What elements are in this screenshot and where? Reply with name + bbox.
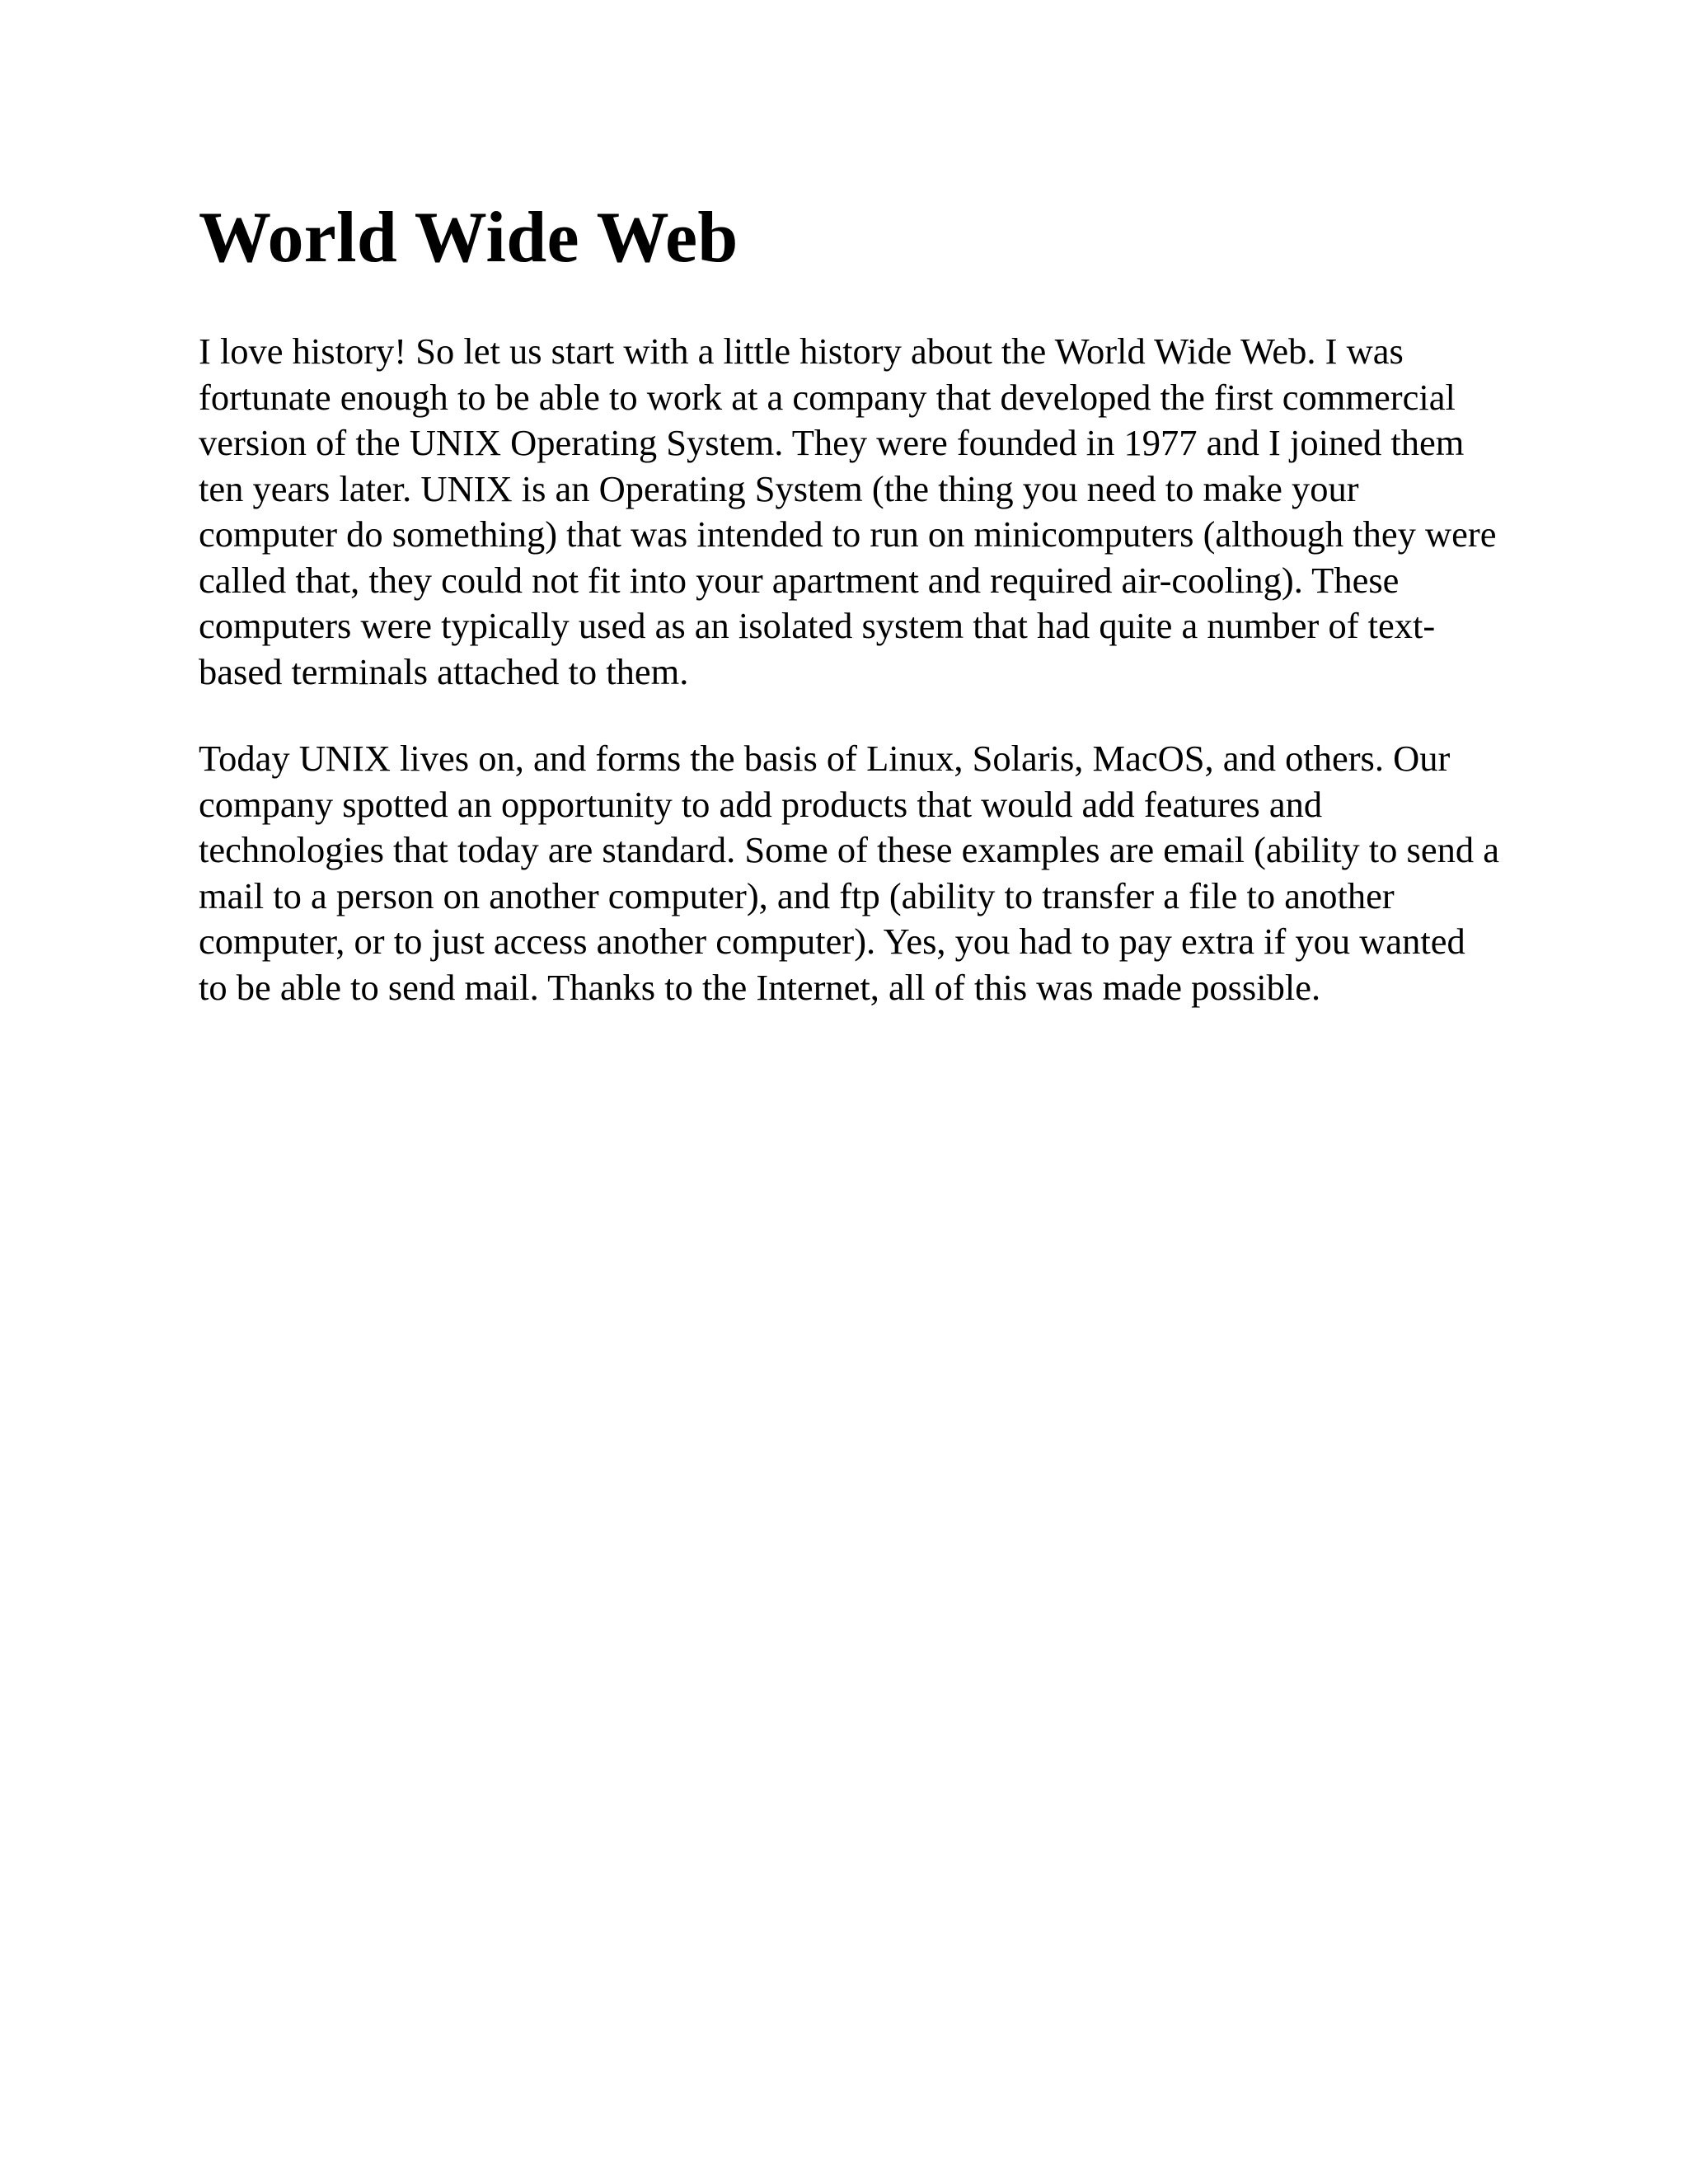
document-title: World Wide Web xyxy=(199,198,738,278)
paragraph-unix-today: Today UNIX lives on, and forms the basis of Linux, Solaris, MacOS, and others. Our company spotted an opportunity to add products that would add features and technologies that today are standard. Some of these examples are email (ability to send a mail to a person on another computer), and ftp (ability to transfer a file to another computer, or to just access another computer). Yes, you had to pay extra if you wanted to be able to send mail. Thanks to the Internet, all of this was made possible. xyxy=(199,738,1499,1008)
document-page xyxy=(199,196,1501,1052)
paragraph-history: I love history! So let us start with a little history about the World Wide Web. I was fortunate enough to be able to work at a company that developed the first commercial version of the UNIX Operating System. They were founded in 1977 and I joined them ten years later. UNIX is an Operating System (the thing you need to make your computer do something) that was intended to run on minicomputers (although they were called that, they could not fit into your apartment and required air-cooling). These computers were typically used as an isolated system that had quite a number of text-based terminals attached to them. xyxy=(199,330,1497,692)
